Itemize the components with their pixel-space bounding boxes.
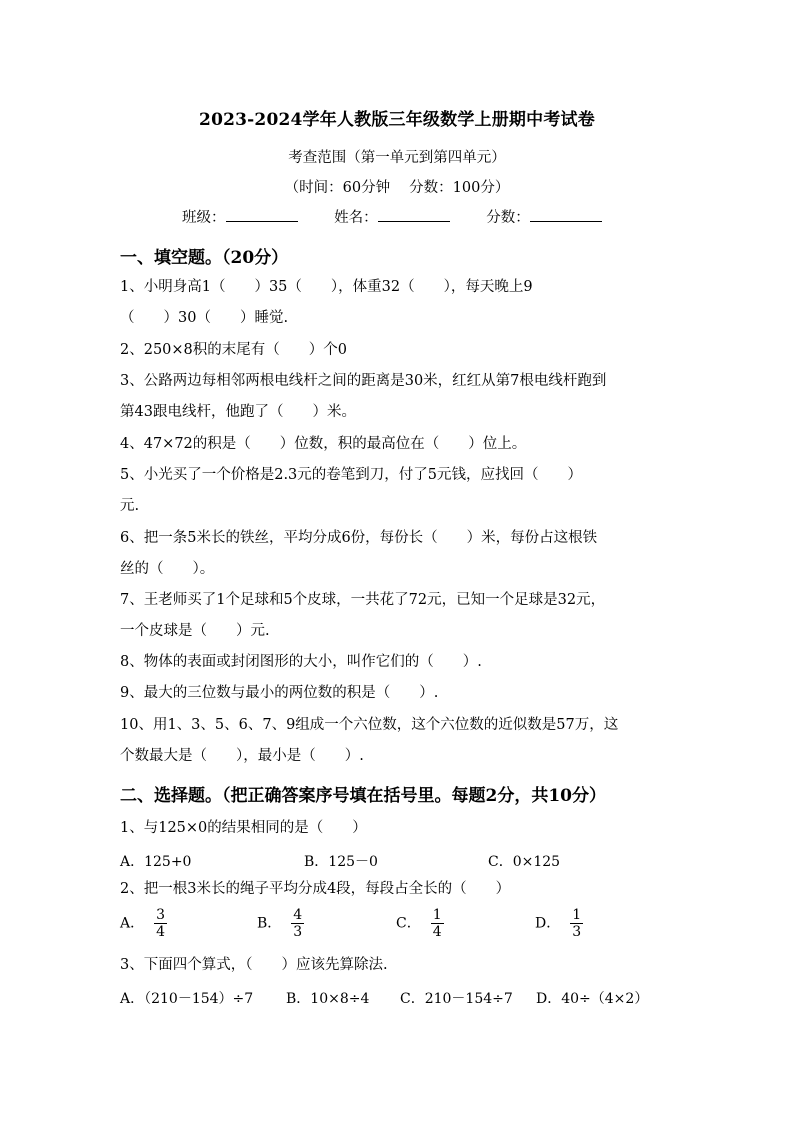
question-9: 9、最大的三位数与最小的两位数的积是（ ）.: [120, 685, 439, 701]
question-3-line2: 第43跟电线杆，他跑了（ ）米。: [120, 404, 356, 420]
student-info-row: [182, 206, 642, 227]
option-a-label: A．: [120, 915, 145, 932]
exam-title: 2023-2024学年人教版三年级数学上册期中考试卷: [199, 110, 595, 130]
score-blank[interactable]: [530, 209, 602, 222]
question-10-line2: 个数最大是（ ），最小是（ ）.: [120, 748, 364, 764]
question-2: 2、250×8积的末尾有（ ）个0: [120, 342, 348, 358]
question-6-line1: 6、把一条5米长的铁丝，平均分成6份，每份长（ ）米，每份占这根铁: [120, 530, 598, 546]
question-10-line1: 10、用1、3、5、6、7、9组成一个六位数，这个六位数的近似数是57万，这: [120, 717, 619, 733]
option-c-label: C．: [396, 915, 421, 932]
question-5-line2: 元.: [120, 498, 140, 514]
section1-heading: 一、填空题。（20分）: [120, 248, 289, 268]
option-b[interactable]: B．125－0: [304, 854, 378, 870]
fraction-one-quarter: $\frac{1}{4}$: [432, 907, 442, 940]
question-5-line1: 5、小光买了一个价格是2.3元的卷笔到刀，付了5元钱，应找回（ ）: [120, 467, 583, 483]
section2-heading: 二、选择题。（把正确答案序号填在括号里。每题2分，共10分）: [120, 786, 606, 806]
fraction-one-third: $\frac{1}{3}$: [572, 907, 582, 940]
option-b-label: B．: [257, 915, 282, 932]
name-label: 姓名：: [334, 210, 378, 226]
question-3-line1: 3、公路两边每相邻两根电线杆之间的距离是30米，红红从第7根电线杆跑到: [120, 373, 607, 389]
question-7-line1: 7、王老师买了1个足球和5个皮球，一共花了72元，已知一个足球是32元，: [120, 592, 606, 608]
fraction-three-quarters: $\frac{3}{4}$: [156, 907, 166, 940]
class-label: 班级：: [182, 210, 226, 226]
question-1-line1: 1、小明身高1（ ）35（ ），体重32（ ），每天晚上9: [120, 279, 533, 295]
option-a[interactable]: A．125+0: [120, 854, 192, 870]
score-label: 分数：: [486, 210, 530, 226]
question-1-line2: （ ）30（ ）睡觉.: [120, 310, 289, 326]
option-d[interactable]: [535, 907, 583, 940]
option-a[interactable]: [120, 907, 167, 940]
option-a[interactable]: A．（210－154）÷7: [120, 991, 254, 1007]
question-8: 8、物体的表面或封闭图形的大小，叫作它们的（ ）.: [120, 654, 482, 670]
question-6-line2: 丝的（ ）。: [120, 561, 215, 577]
question-4: 4、47×72的积是（ ）位数，积的最高位在（ ）位上。: [120, 436, 527, 452]
exam-scope: 考查范围（第一单元到第四单元）: [288, 150, 506, 166]
option-d-label: D．: [535, 915, 561, 932]
option-d[interactable]: D．40÷（4×2）: [536, 991, 649, 1007]
option-c[interactable]: [396, 907, 444, 940]
option-c[interactable]: C．210－154÷7: [400, 991, 513, 1007]
option-b[interactable]: B．10×8÷4: [286, 991, 370, 1007]
question-7-line2: 一个皮球是（ ）元.: [120, 623, 270, 639]
choice-question-2: 2、把一根3米长的绳子平均分成4段，每段占全长的（ ）: [120, 881, 511, 897]
choice-question-3: 3、下面四个算式，（ ）应该先算除法.: [120, 957, 388, 973]
exam-time-score: （时间：60分钟 分数：100分）: [284, 180, 510, 196]
choice-question-1: 1、与125×0的结果相同的是（ ）: [120, 820, 367, 836]
name-blank[interactable]: [378, 209, 450, 222]
option-c[interactable]: C．0×125: [488, 854, 561, 870]
fraction-four-thirds: $\frac{4}{3}$: [293, 907, 303, 940]
class-blank[interactable]: [226, 209, 298, 222]
option-b[interactable]: [257, 907, 304, 940]
